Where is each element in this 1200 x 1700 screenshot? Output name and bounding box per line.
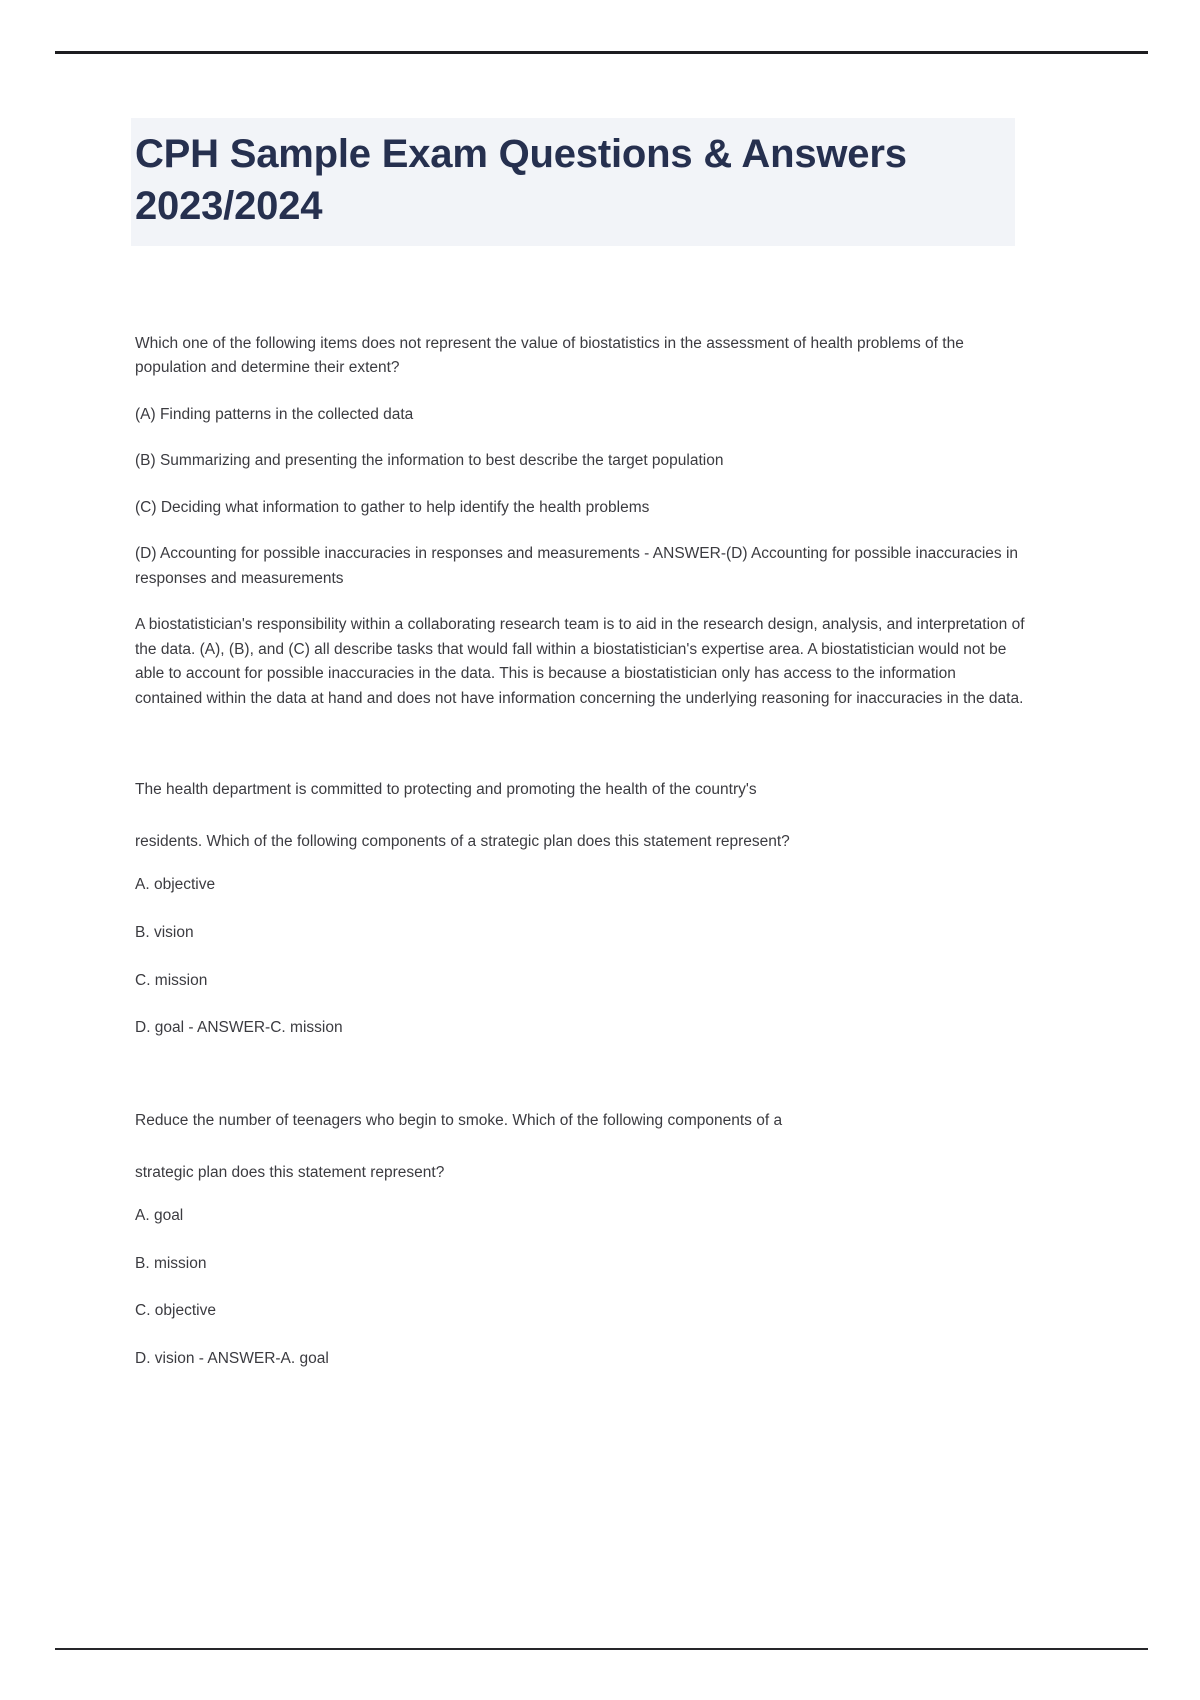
question-1-explanation: A biostatistician's responsibility within a collaborating research team is to aid in the research design, analysis, and interpretation of the data. (A), (B), and (C) all describe tasks that would fall within a biostatistician's expertise area. A biostatistician would not be able to account for possible inaccuracies in the data. This is because a biostatistician only has access to the information contained within the data at hand and does not have information concerning the underlying reasoning for inaccuracies in the data. xyxy=(135,616,1025,707)
question-block-1 xyxy=(135,332,1025,711)
question-1-choice-a: (A) Finding patterns in the collected data xyxy=(135,405,414,423)
question-3-choice-b: B. mission xyxy=(135,1254,207,1272)
question-block-2 xyxy=(135,769,1025,1041)
header-rule xyxy=(55,51,1148,54)
document-content xyxy=(135,118,1025,1395)
question-2-choice-d-with-answer: D. goal - ANSWER-C. mission xyxy=(135,1019,343,1037)
page-title: CPH Sample Exam Questions & Answers 2023/2024 xyxy=(131,118,1015,246)
block-spacer-2 xyxy=(135,1064,1025,1100)
question-3-stem-line-2: strategic plan does this statement represent? xyxy=(135,1164,445,1182)
question-1-choice-c: (C) Deciding what information to gather to help identify the health problems xyxy=(135,498,650,516)
question-2-choice-b: B. vision xyxy=(135,923,194,941)
footer-rule xyxy=(55,1648,1148,1650)
block-spacer-1 xyxy=(135,733,1025,769)
question-1-stem: Which one of the following items does not represent the value of biostatistics in the assessment of health problems of the population and determine their extent? xyxy=(135,335,964,377)
question-2-stem-line-1: The health department is committed to protecting and promoting the health of the country's xyxy=(135,781,757,799)
question-1-choice-d-with-answer: (D) Accounting for possible inaccuracies in responses and measurements - ANSWER-(D) Accounting for possible inaccuracies in responses and measurements xyxy=(135,545,1019,587)
question-1-choice-b: (B) Summarizing and presenting the information to best describe the target population xyxy=(135,452,724,470)
question-3-stem-line-1: Reduce the number of teenagers who begin to smoke. Which of the following components of a xyxy=(135,1112,783,1130)
question-3-choice-c: C. objective xyxy=(135,1302,216,1320)
question-2-choice-c: C. mission xyxy=(135,971,208,989)
question-3-choice-d-with-answer: D. vision - ANSWER-A. goal xyxy=(135,1350,329,1368)
question-block-3 xyxy=(135,1100,1025,1372)
question-2-choice-a: A. objective xyxy=(135,876,216,894)
title-spacer xyxy=(135,246,1025,332)
question-2-stem-line-2: residents. Which of the following components of a strategic plan does this statement represent? xyxy=(135,833,790,851)
question-3-choice-a: A. goal xyxy=(135,1206,184,1224)
